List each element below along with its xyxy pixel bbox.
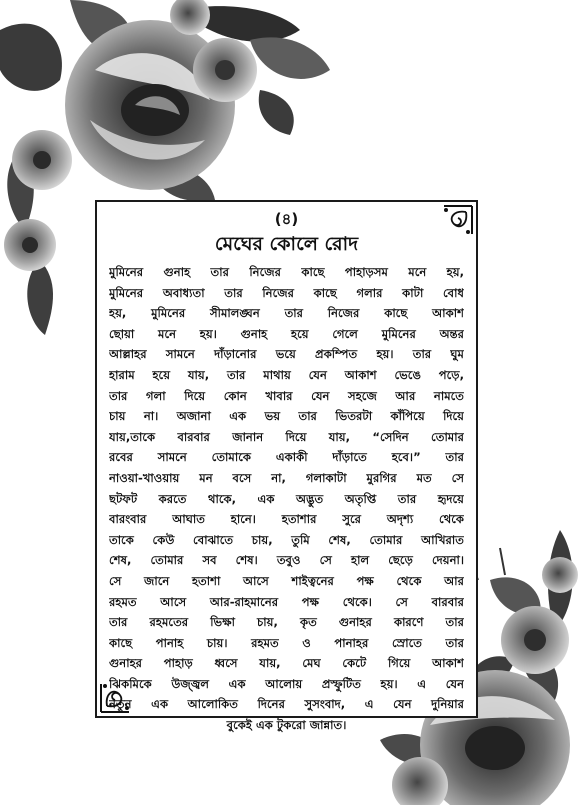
text-line: রবের সামনে তোমাকে একাকী দাঁড়াতে হবে।” তার xyxy=(109,450,464,465)
text-line: নতুন এক আলোকিত দিনের সুসংবাদ, এ যেন দুনিয়ার xyxy=(109,697,464,712)
body-paragraph xyxy=(109,262,464,736)
text-line: মুমিনের অবাধ্যতা তার নিজের কাছে গলার কাটা বোধ xyxy=(109,285,464,300)
text-line: সে জানে হতাশা আসে শাইত্বনের পক্ষ থেকে আর xyxy=(109,573,464,588)
text-line-last: বুকেই এক টুকরো জান্নাত। xyxy=(226,718,347,733)
text-line: যায়,তাকে বারবার জানান দিয়ে যায়, “সেদিন তোমার xyxy=(109,429,464,444)
page-number: (৪) xyxy=(274,210,299,228)
text-line: তাকে কেউ বোঝাতে চায়, তুমি শেষ, তোমার আখিরাত xyxy=(109,532,464,547)
text-line: বারংবার আঘাত হানে। হতাশার সুরে অদৃশ্য থেকে xyxy=(109,512,464,527)
text-line: শেষ, তোমার সব শেষ। তবুও সে হাল ছেড়ে দেয়না। xyxy=(109,553,464,568)
text-line: তার গলা দিয়ে কোন খাবার যেন সহজে আর নামতে xyxy=(109,388,464,403)
text-line: ঝিকমিকে উজ্জ্বল এক আলোয় প্রস্ফুটিত হয়। এ যেন xyxy=(109,676,464,691)
text-line: তার রহমতের ভিক্ষা চায়, কৃত গুনাহর কারণে তার xyxy=(109,615,464,630)
text-panel xyxy=(95,200,478,733)
text-line: হারাম হয়ে যায়, তার মাথায় যেন আকাশ ভেঙে পড়ে, xyxy=(109,367,464,382)
text-line: চায় না। অজানা এক ভয় তার ভিতরটা কাঁপিয়ে দিয়ে xyxy=(109,409,464,424)
text-line: কাছে পানাহ চায়। রহমত ও পানাহর স্রোতে তার xyxy=(109,635,464,650)
text-line: গুনাহর পাহাড় ধ্বসে যায়, মেঘ কেটে গিয়ে আকাশ xyxy=(109,656,464,671)
text-line: আল্লাহর সামনে দাঁড়ানোর ভয়ে প্রকম্পিত হয়। তার ঘুম xyxy=(109,347,464,362)
text-line: হয়, মুমিনের সীমালঙ্ঘন তার নিজের কাছে আকাশ xyxy=(109,306,464,321)
text-line: নাওয়া-খাওয়ায় মন বসে না, গলাকাটা মুরগির মত সে xyxy=(109,470,464,485)
text-line: ছোয়া মনে হয়। গুনাহ হয়ে গেলে মুমিনের অন্তর xyxy=(109,326,464,341)
text-line: রহমত আসে আর-রাহমানের পক্ষ থেকে। সে বারবার xyxy=(109,594,464,609)
page-title: মেঘের কোলে রোদ xyxy=(214,233,359,255)
text-line: ছটফট করতে থাকে, এক অদ্ভুত অতৃপ্তি তার হৃদয়ে xyxy=(109,491,464,506)
text-line: মুমিনের গুনাহ তার নিজের কাছে পাহাড়সম মনে হয়, xyxy=(109,265,464,279)
